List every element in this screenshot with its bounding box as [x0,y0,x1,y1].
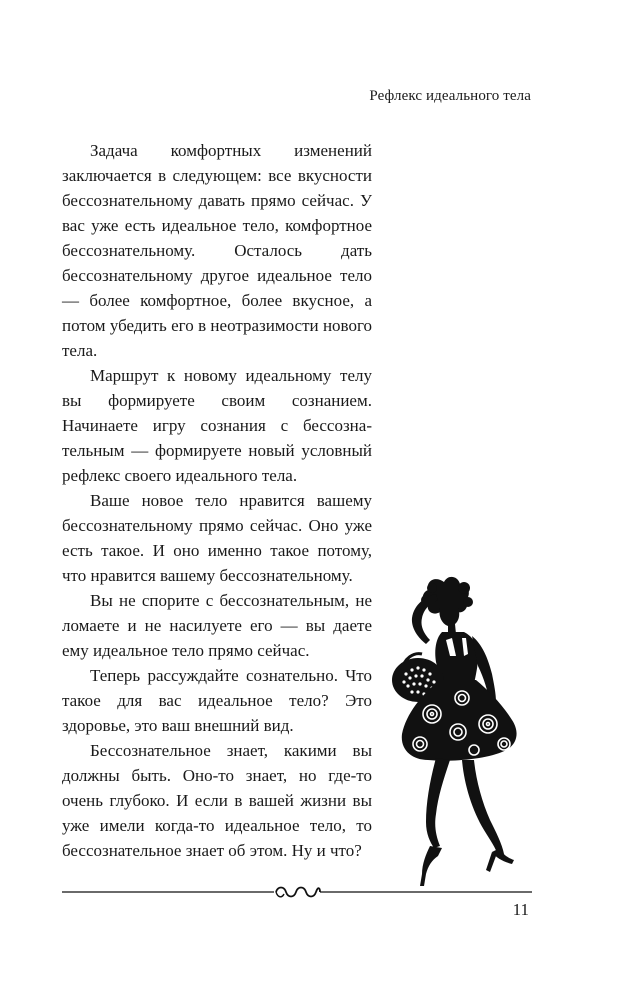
body-text [62,138,372,863]
woman-silhouette-icon [392,574,532,889]
page-number: 11 [512,900,529,919]
running-header: Рефлекс идеального тела [369,88,531,104]
paragraph: Маршрут к новому идеальному телу вы формируете своим сознанием. Начинаете игру сознания с бессознательным — формируете новый условный рефлекс своего идеального тела. [62,366,372,485]
paragraph: Задача комфортных изменений заключается в следующем: все вкусности бессознательному давать прямо сейчас. У вас уже есть идеальное тело, комфортное бессознательному. Осталось дать бессознательному другое идеальное тело — более комфортное, более вкусное, а потом убедить его в неотразимости нового тела. [62,141,372,360]
paragraph: Вы не спорите с бессознательным, не ломаете и не насилуете его — вы даете ему идеальное тело прямо сейчас. [62,591,372,660]
scroll-ornament-icon [62,880,532,904]
paragraph: Теперь рассуждайте сознательно. Что такое для вас идеальное тело? Это здоровье, это ваш внешний вид. [62,666,372,735]
paragraph: Ваше новое тело нравится вашему бессознательному прямо сейчас. Оно уже есть такое. И оно именно такое потому, что нравится вашему бессознательному. [62,491,372,585]
paragraph: Бессознательное знает, какими вы должны быть. Оно-то знает, но где-то очень глубоко. И если в вашей жизни вы уже имели когда-то идеальное тело, то бессознательное знает об этом. Ну и что? [62,741,372,860]
